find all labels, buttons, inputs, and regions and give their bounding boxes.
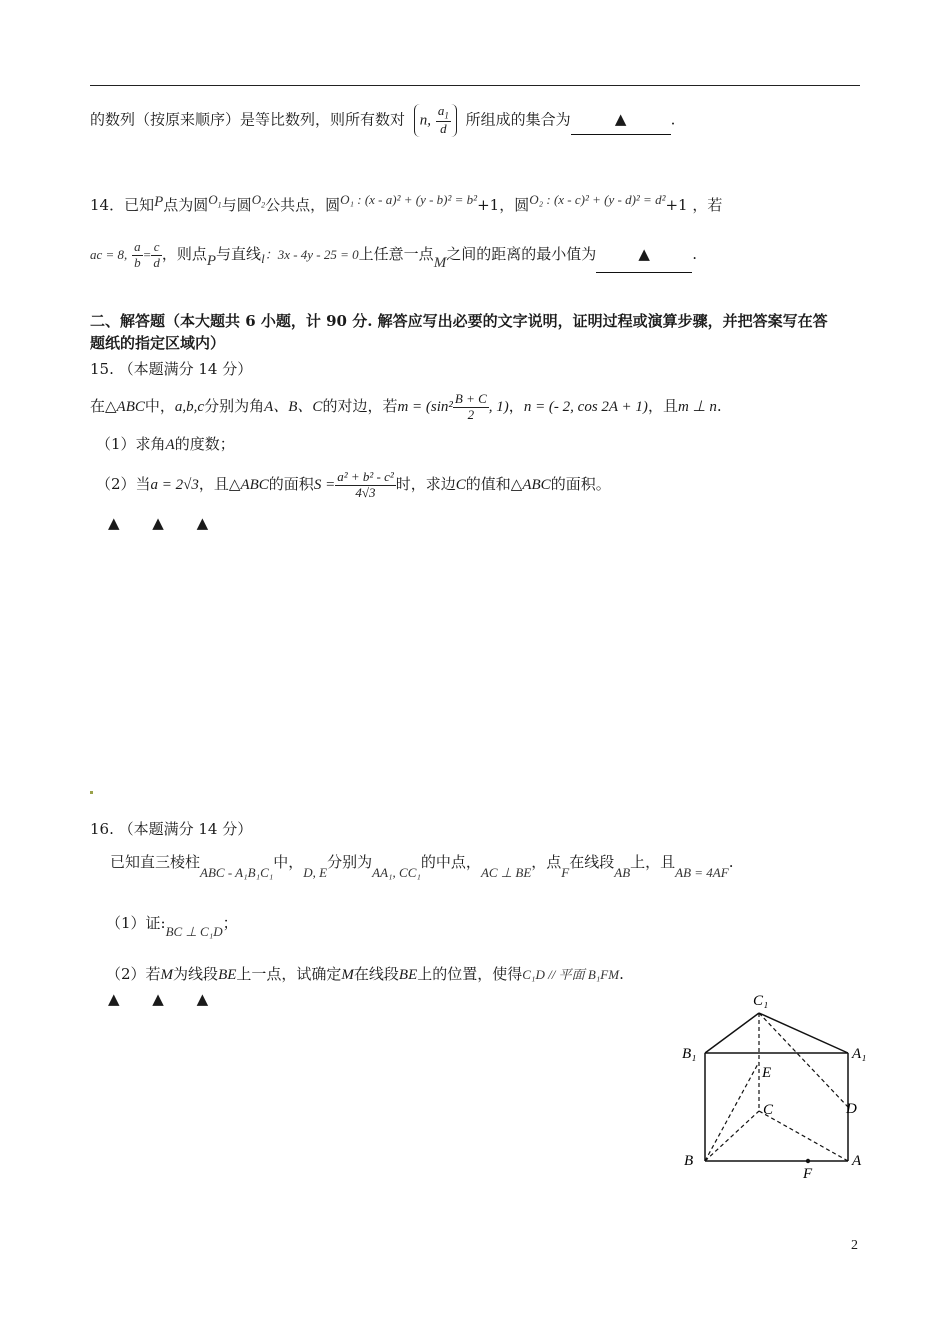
area-formula: $\frac{\text{a² + b² - c²}}{4√3}$	[337, 469, 394, 500]
q14-line2: ac = 8, $\frac{a}{b}$ = $\frac{c}{d}$ ，则点P与直线l：3x - 4y - 25 = 0上任意一点M之间的距离的最小值为 ▲ .	[90, 236, 697, 281]
label-a1: A₁	[852, 1046, 867, 1062]
vector-m: m = (sin²	[397, 399, 453, 415]
answer-marks: ▲ ▲ ▲	[108, 990, 223, 1008]
label-a: A	[852, 1153, 862, 1169]
label-c: C	[763, 1102, 774, 1118]
answer-marks: ▲ ▲ ▲	[108, 514, 223, 532]
segment-c1-d	[759, 1013, 848, 1107]
q13-text: 的数列（按原来顺序）是等比数列，则所有数对	[90, 110, 406, 129]
header-rule	[90, 85, 860, 86]
q16-line1: 已知直三棱柱ABC - A₁B₁C₁中，D, E分别为AA₁, CC₁的中点，AC ⊥ BE，点F在线段AB上，且AB = 4AF.	[110, 853, 734, 880]
section-2-header: 二、解答题（本大题共 6 小题，计 90 分. 解答应写出必要的文字说明，证明过程或演算步骤，并把答案写在答 题纸的指定区域内）	[90, 312, 828, 352]
q16-head: 16. （本题满分 14 分）	[90, 820, 253, 838]
edge-c1-a1	[759, 1013, 848, 1053]
q13-tail: 的数列（按原来顺序）是等比数列，则所有数对 n, $\frac{a_1}{d}$ 所组成的集合为 ▲ .	[90, 103, 676, 137]
q15-part2: （2）当a = 2√3，且△ABC的面积S = $\frac{\text{a² + b² - c²}}{4√3}$ 时，求边C的值和△ABC的面积。	[96, 469, 611, 500]
edge-b-c	[705, 1111, 759, 1161]
edge-c1-b1	[705, 1013, 759, 1053]
edge-c-a	[759, 1111, 848, 1161]
q14-line1: 14．已知P点为圆$O_1$与圆$O_2$公共点，圆O₁ : (x - a)² + (y - b)² = b²+1，圆O₂ : (x - c)² + (y - d)² = d²+1 ，若	[90, 192, 723, 214]
q15-part1: （1）求角A的度数；	[96, 435, 235, 453]
q16-part1: （1）证:BC ⊥ C₁D；	[106, 914, 238, 939]
label-b: B	[684, 1153, 694, 1169]
page-number: 2	[851, 1238, 858, 1253]
label-c1: C₁	[753, 993, 769, 1009]
line-equation: ：3x - 4y - 25 = 0	[264, 247, 359, 262]
q15-line1: 在△ABC中，a,b,c分别为角A、B、C的对边，若m = (sin² $\frac{B + C}{2}$ , 1)，n = (- 2, cos 2A + 1)，且m ⊥ n.	[90, 391, 722, 422]
q13-pair: n, $\frac{a_1}{d}$	[414, 104, 457, 137]
circle1-equation: O₁ : (x - a)² + (y - b)² = b²	[340, 192, 478, 207]
label-e: E	[762, 1065, 772, 1081]
segment-b-e	[705, 1062, 759, 1161]
prism-figure	[670, 985, 880, 1185]
answer-blank: ▲	[571, 104, 671, 135]
answer-blank: ▲	[596, 236, 692, 273]
label-b1: B₁	[682, 1046, 697, 1062]
circle2-equation: O₂ : (x - c)² + (y - d)² = d²	[529, 192, 666, 207]
q13-text-after: 所组成的集合为	[465, 110, 571, 129]
stray-dot	[90, 791, 93, 794]
q15-head: 15. （本题满分 14 分）	[90, 360, 253, 378]
label-d: D	[846, 1101, 857, 1117]
label-f: F	[803, 1166, 813, 1182]
q16-part2: （2）若M为线段BE上一点，试确定M在线段BE上的位置，使得C₁D // 平面 B₁FM.	[106, 965, 624, 983]
vector-n: n = (- 2, cos 2A + 1)	[523, 399, 648, 415]
point-f	[806, 1159, 810, 1163]
